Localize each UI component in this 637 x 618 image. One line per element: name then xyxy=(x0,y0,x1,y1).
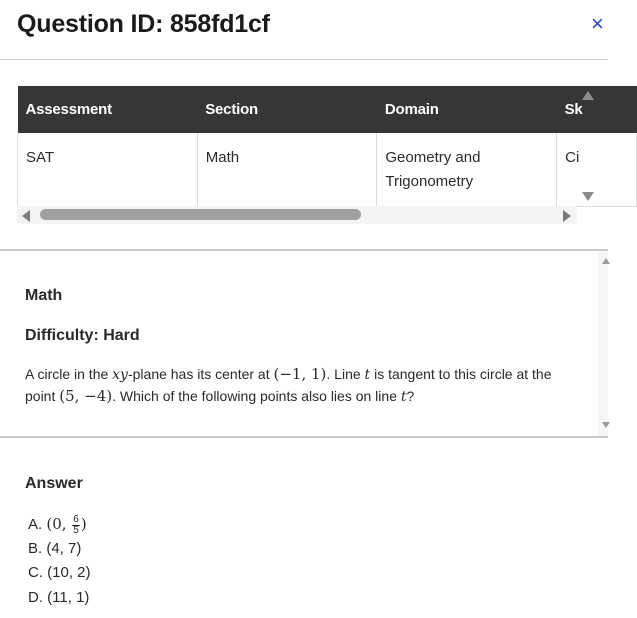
column-header-section: Section xyxy=(197,86,377,133)
cell-skill: Ci xyxy=(557,133,637,206)
page-title: Question ID: 858fd1cf xyxy=(17,10,270,38)
close-icon[interactable]: × xyxy=(591,11,604,36)
question-scroll-down-icon[interactable] xyxy=(602,422,610,428)
divider xyxy=(0,249,608,251)
scroll-right-icon[interactable] xyxy=(563,210,571,222)
choice-c: C. (10, 2) xyxy=(28,564,91,581)
question-vertical-scrollbar[interactable] xyxy=(598,251,608,436)
table-header-row xyxy=(18,86,637,133)
column-header-skill: Sk xyxy=(557,86,637,133)
table-row xyxy=(18,133,637,206)
metadata-table-container xyxy=(17,86,583,206)
question-section-label: Math xyxy=(25,287,63,304)
difficulty-label: Difficulty: Hard xyxy=(25,327,140,344)
metadata-table xyxy=(17,86,637,207)
column-header-domain: Domain xyxy=(377,86,557,133)
cell-assessment: SAT xyxy=(18,133,198,206)
divider xyxy=(0,436,608,438)
column-header-assessment: Assessment xyxy=(18,86,198,133)
scrollbar-thumb[interactable] xyxy=(40,209,361,220)
choice-a: A. (0, $\frac{6}{5}$ ) xyxy=(28,513,87,536)
answer-heading: Answer xyxy=(25,475,83,492)
choice-b: B. (4, 7) xyxy=(28,539,82,557)
cell-section: Math xyxy=(197,133,377,206)
table-scroll-up-icon[interactable] xyxy=(582,91,594,100)
answer-choices xyxy=(28,512,91,610)
scroll-left-icon[interactable] xyxy=(22,210,30,222)
table-scroll-down-icon[interactable] xyxy=(582,192,594,201)
question-scroll-up-icon[interactable] xyxy=(602,258,610,264)
fraction: $\frac{6}{5}$ xyxy=(73,513,79,536)
table-horizontal-scrollbar[interactable] xyxy=(17,206,577,224)
cell-domain: Geometry and Trigonometry xyxy=(377,133,557,206)
choice-d: D. (11, 1) xyxy=(28,588,90,606)
question-text: A circle in the xy-plane has its center at (−1, 1). Line t is tangent to this circle at the point (5, −4). Which of the following points also lies on line t? xyxy=(25,365,552,405)
header xyxy=(0,0,608,60)
